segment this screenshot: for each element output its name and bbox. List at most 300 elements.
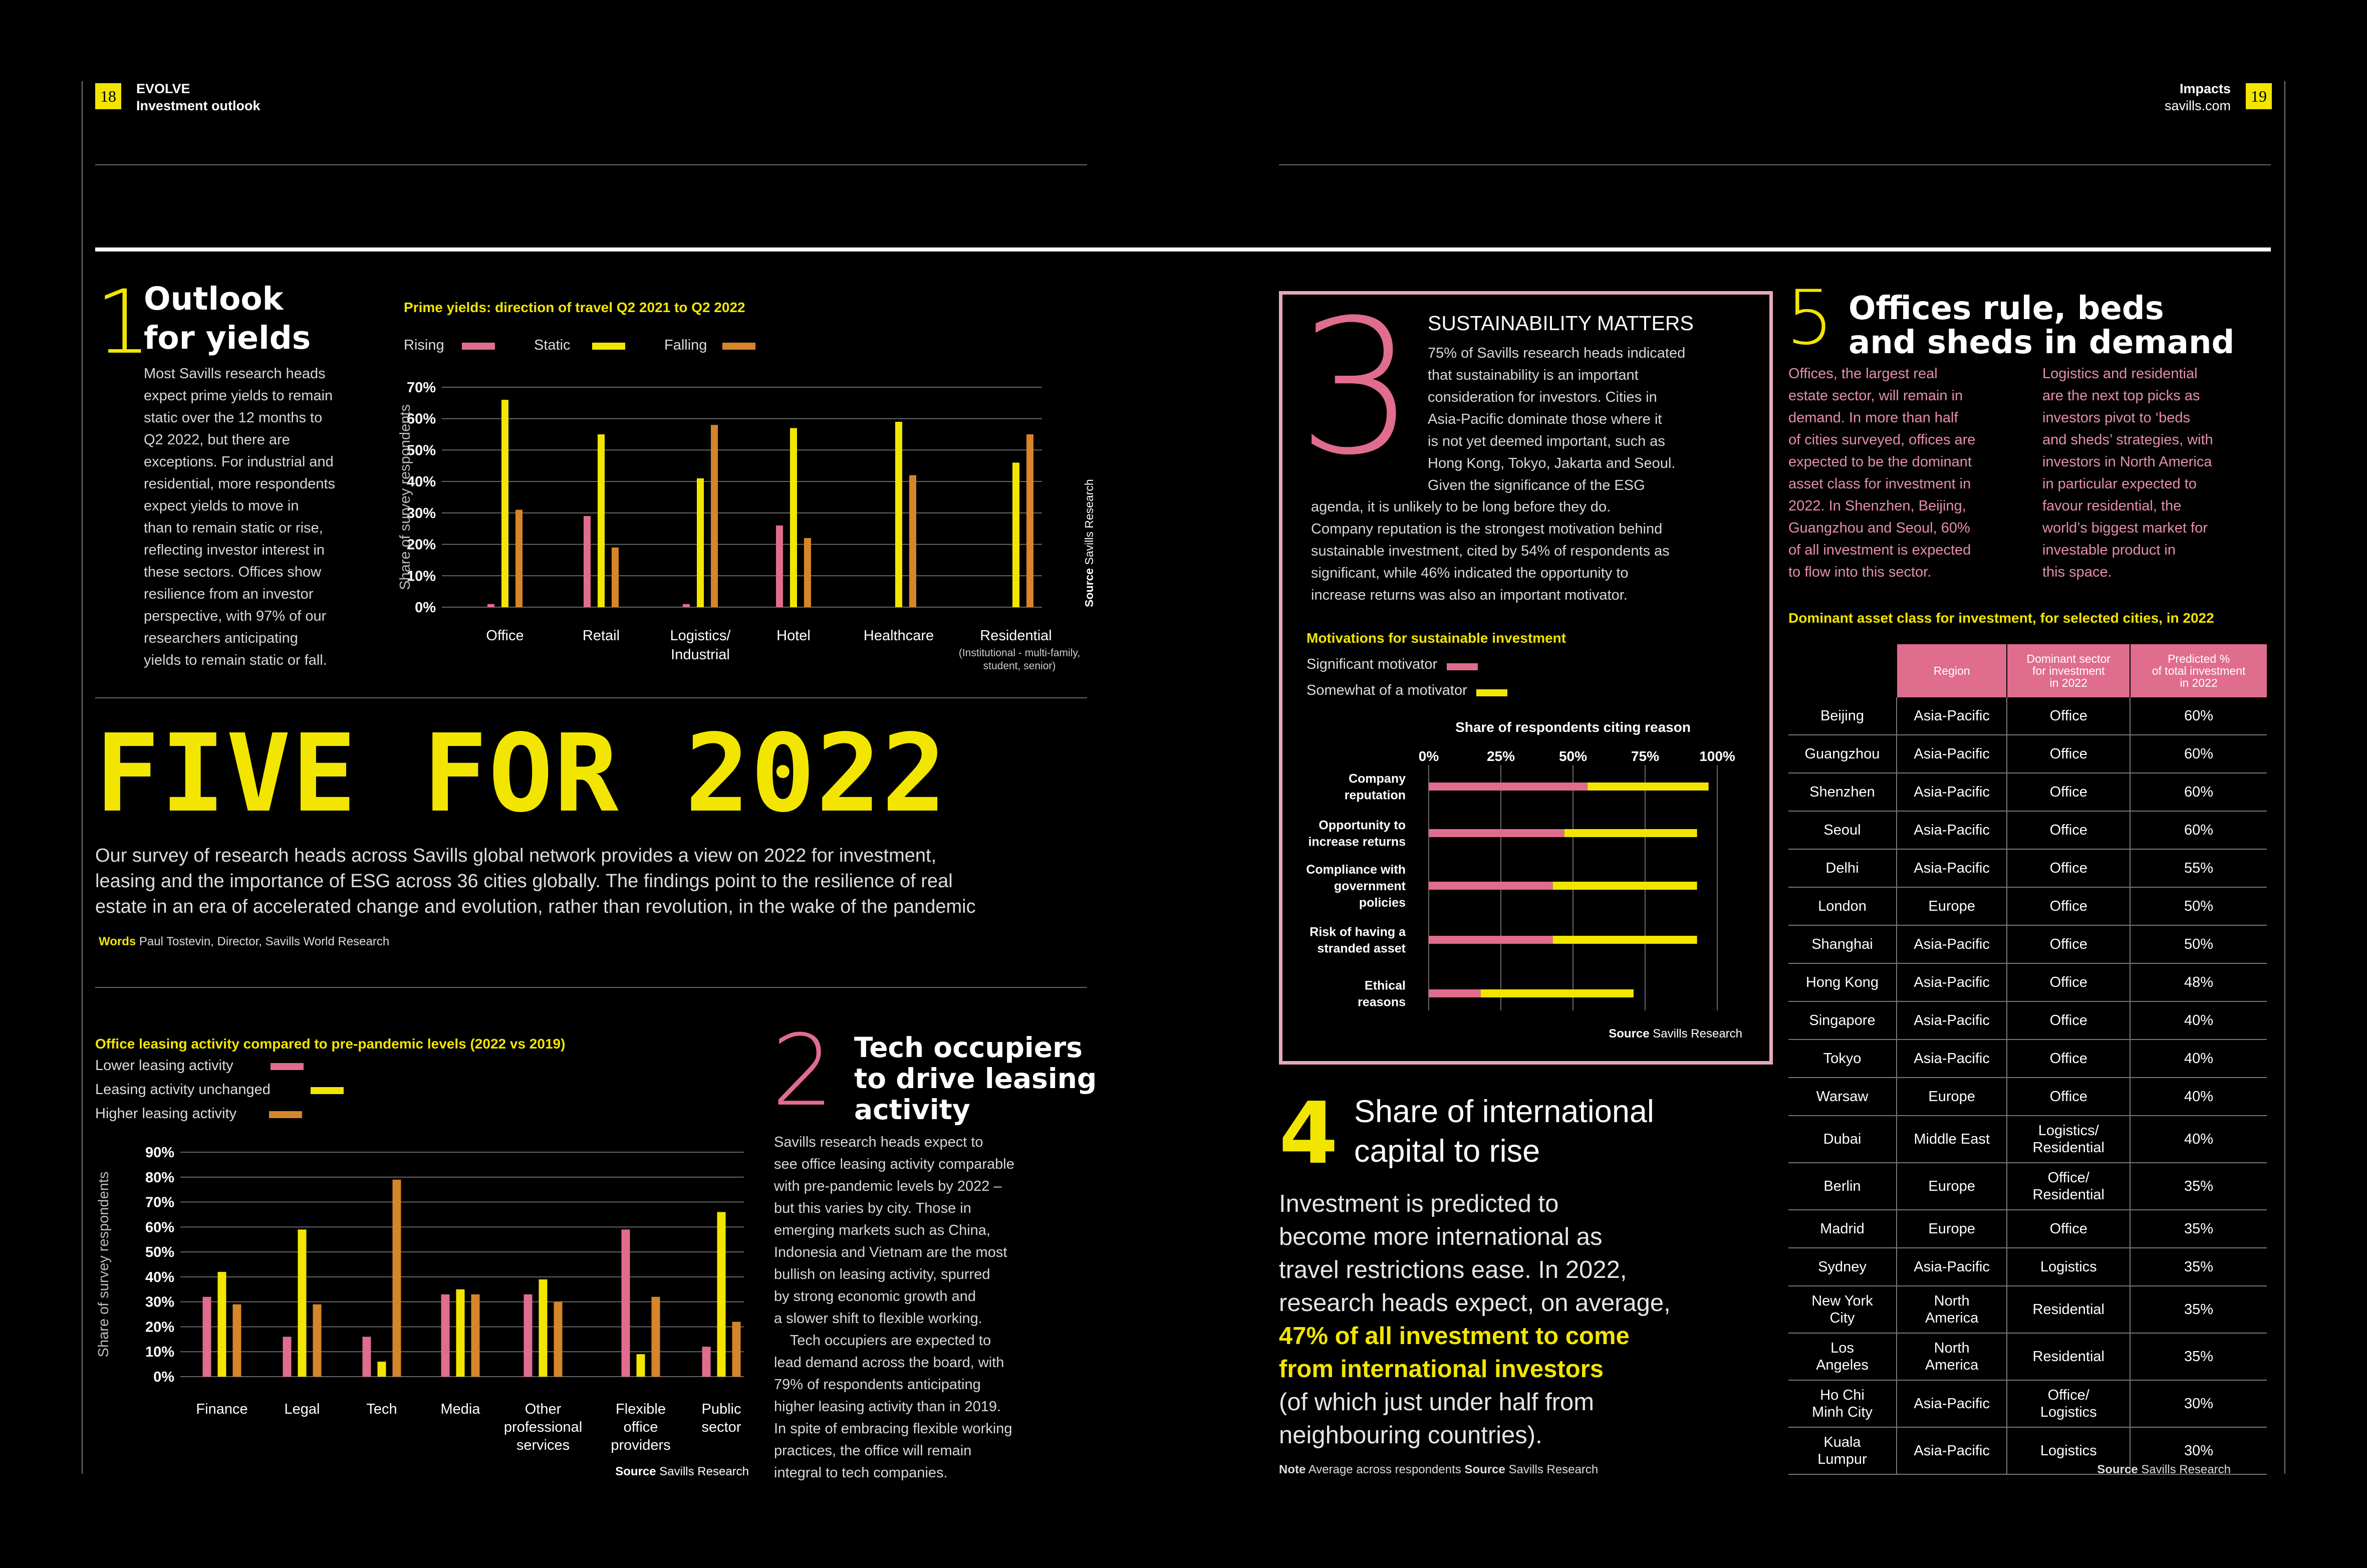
y-tick-label: Opportunity to [1319, 818, 1406, 833]
text-line: neighbouring countries). [1279, 1422, 1542, 1449]
text-line: significant, while 46% indicated the opportunity to [1311, 565, 1629, 581]
y-axis-label: Share of survey respondents [397, 404, 413, 590]
y-tick-label: 30% [145, 1294, 174, 1311]
legend-swatch [592, 343, 625, 350]
header-line: Dominant sector [2026, 652, 2111, 665]
byline [99, 935, 389, 949]
section-2-body [774, 1131, 1014, 1484]
rule-above-section-2 [95, 987, 1087, 988]
table-row [1788, 1333, 2267, 1380]
table-cell-region [1897, 735, 2007, 773]
y-tick-label: 60% [406, 411, 436, 427]
text-line: but this varies by city. Those in [774, 1200, 971, 1216]
cell-line: Singapore [1809, 1012, 1876, 1028]
table-cell-region [1897, 887, 2007, 925]
x-tick-label: Finance [196, 1401, 248, 1417]
table-cell-pct: 35% [2130, 1248, 2267, 1286]
text-line: Our survey of research heads across Savills global network provides a view on 2022 for investment, [95, 845, 937, 866]
table-header-cell [1897, 644, 2007, 697]
text-line: asset class for investment in [1788, 476, 1971, 492]
section-2-title-line: activity [854, 1094, 970, 1126]
section-2-title [854, 1032, 1097, 1125]
x-tick-label: Logistics/ [670, 628, 731, 644]
section-3-number: 3 [1297, 281, 1416, 496]
cell-line: Europe [1928, 1178, 1975, 1194]
text-line: resilience from an investor [144, 586, 314, 602]
table-cell-city [1788, 1380, 1897, 1427]
text-line: emerging markets such as China, [774, 1222, 990, 1238]
bar [652, 1297, 660, 1377]
text-line: this space. [2042, 564, 2112, 580]
table-cell-sector [2007, 697, 2130, 735]
cell-line: Asia-Pacific [1914, 708, 1990, 724]
legend-label: Falling [664, 337, 707, 353]
asset-class-table [1788, 644, 2267, 1475]
source-text: Savills Research [1653, 1027, 1742, 1040]
table-cell-pct: 35% [2130, 1210, 2267, 1248]
cell-line: Asia-Pacific [1914, 974, 1990, 990]
cell-line: Asia-Pacific [1914, 784, 1990, 800]
text-line: travel restrictions ease. In 2022, [1279, 1256, 1627, 1283]
cell-line: Lumpur [1817, 1451, 1867, 1467]
text-line: estate sector, will remain in [1788, 388, 1963, 404]
table-row [1788, 1116, 2267, 1163]
header-line: in 2022 [2180, 676, 2218, 689]
y-tick-label: Risk of having a [1309, 925, 1406, 939]
table-row [1788, 1380, 2267, 1427]
cell-line: Asia-Pacific [1914, 822, 1990, 838]
table-cell-pct: 40% [2130, 1078, 2267, 1116]
table-cell-sector [2007, 925, 2130, 963]
note-text: Average across respondents [1308, 1463, 1461, 1476]
text-line: expected to be the dominant [1788, 454, 1972, 470]
intro-paragraph [95, 843, 976, 920]
bar [622, 1229, 630, 1377]
table-cell-city [1788, 1286, 1897, 1333]
table-cell-city [1788, 773, 1897, 811]
y-tick-label: stranded asset [1317, 941, 1406, 956]
text-line: In spite of embracing flexible working [774, 1421, 1012, 1437]
table-row [1788, 1078, 2267, 1116]
text-line: Savills research heads expect to [774, 1134, 983, 1150]
cell-line: America [1925, 1310, 1979, 1326]
bar [584, 516, 591, 607]
bar [1026, 434, 1033, 607]
bar [471, 1294, 480, 1377]
text-line: that sustainability is an important [1428, 367, 1639, 383]
table-cell-pct: 35% [2130, 1163, 2267, 1210]
table-cell-region [1897, 849, 2007, 887]
y-tick-label: Compliance with [1306, 863, 1406, 877]
text-line: of all investment is expected [1788, 542, 1971, 558]
x-tick-label: 25% [1486, 748, 1515, 764]
section-3-body-top [1428, 342, 1685, 496]
table-cell-sector [2007, 773, 2130, 811]
legend-label: Lower leasing activity [95, 1058, 233, 1074]
text-line: exceptions. For industrial and [144, 454, 334, 470]
table-cell-city [1788, 849, 1897, 887]
header-rule-right [1279, 164, 2271, 165]
table-cell-city [1788, 1248, 1897, 1286]
table-cell-pct: 30% [2130, 1380, 2267, 1427]
source-note [1609, 1027, 1742, 1040]
text-line: perspective, with 97% of our [144, 608, 327, 624]
text-line: expect prime yields to remain [144, 388, 333, 404]
cell-line: Minh City [1812, 1404, 1873, 1420]
y-tick-label: 30% [406, 505, 436, 521]
y-tick-label: reputation [1344, 788, 1406, 803]
cell-line: Office [2049, 1012, 2087, 1028]
bar [790, 428, 797, 607]
cell-line: Beijing [1820, 708, 1864, 724]
table-title: Dominant asset class for investment, for selected cities, in 2022 [1788, 610, 2214, 626]
section-4-body [1279, 1187, 1671, 1452]
text-line: Logistics and residential [2042, 366, 2198, 382]
text-line: world’s biggest market for [2042, 520, 2208, 536]
x-tick-label: Industrial [671, 647, 730, 663]
text-line: consideration for investors. Cities in [1428, 389, 1657, 405]
bar [298, 1229, 307, 1377]
cell-line: Asia-Pacific [1914, 746, 1990, 762]
text-line: by strong economic growth and [774, 1288, 976, 1304]
table-cell-city [1788, 1427, 1897, 1474]
y-tick-label: 10% [145, 1344, 174, 1361]
x-tick-label: 0% [1418, 748, 1439, 764]
table-cell-pct: 60% [2130, 697, 2267, 735]
bar [487, 604, 494, 607]
source-text: Savills Research [1083, 479, 1096, 565]
table-cell-city [1788, 1333, 1897, 1380]
source-label: Source [1609, 1027, 1653, 1040]
bar [524, 1294, 533, 1377]
x-tick-label: Tech [366, 1401, 397, 1417]
cell-line: Los [1830, 1340, 1854, 1356]
cell-line: Logistics/ [2038, 1123, 2099, 1139]
text-line: Asia-Pacific dominate those where it [1428, 411, 1662, 427]
x-tick-label: 50% [1558, 748, 1588, 764]
bar [456, 1289, 465, 1377]
table-header-row [1788, 644, 2267, 697]
section-1-title-line: Outlook [144, 281, 284, 317]
cell-line: London [1818, 898, 1867, 914]
source-label: Source [615, 1465, 660, 1478]
top-divider [95, 247, 2271, 251]
cell-line: Office/ [2047, 1387, 2089, 1403]
text-line: investors in North America [2042, 454, 2212, 470]
table-cell-city [1788, 1163, 1897, 1210]
y-tick-label: 90% [145, 1145, 174, 1161]
x-tick-label: Residential [980, 628, 1052, 644]
table-cell-region [1897, 925, 2007, 963]
text-line: expect yields to move in [144, 498, 299, 514]
text-line: higher leasing activity than in 2019. [774, 1399, 1001, 1415]
y-tick-label: 0% [153, 1369, 174, 1385]
cell-line: Ho Chi [1820, 1387, 1865, 1403]
y-tick-label: Ethical [1365, 978, 1406, 993]
bar [1012, 463, 1019, 607]
table-cell-region [1897, 963, 2007, 1001]
table-cell-pct: 60% [2130, 811, 2267, 849]
bar [313, 1304, 322, 1377]
table-cell-city [1788, 1078, 1897, 1116]
cell-line: Residential [2032, 1349, 2105, 1365]
text-line: sustainable investment, cited by 54% of respondents as [1311, 543, 1670, 559]
text-line: Guangzhou and Seoul, 60% [1788, 520, 1970, 536]
text-line: become more international as [1279, 1223, 1603, 1250]
y-tick-label: Company [1349, 771, 1406, 786]
table-cell-sector [2007, 963, 2130, 1001]
text-line: agenda, it is unlikely to be long before they do. [1311, 499, 1611, 515]
x-tick-label: 75% [1631, 748, 1660, 764]
section-5-column-2 [2042, 363, 2213, 583]
section-5-number: 5 [1786, 275, 1834, 362]
x-tick-label: 100% [1699, 748, 1735, 764]
y-tick-label: 20% [406, 537, 436, 553]
cell-line: New York [1811, 1293, 1873, 1309]
left-margin-line [82, 81, 83, 1474]
text-line: residential, more respondents [144, 476, 336, 492]
text-line: bullish on leasing activity, spurred [774, 1266, 990, 1282]
text-line: practices, the office will remain [774, 1443, 972, 1459]
legend-label: Somewhat of a motivator [1306, 682, 1467, 698]
table-cell-pct: 60% [2130, 773, 2267, 811]
y-tick-label: 60% [145, 1219, 174, 1236]
y-tick-label: government [1334, 879, 1406, 893]
text-line: with pre-pandemic levels by 2022 – [774, 1178, 1002, 1194]
text-line: Offices, the largest real [1788, 366, 1938, 382]
table-cell-region [1897, 697, 2007, 735]
table-cell-city [1788, 925, 1897, 963]
section-4-title-line: capital to rise [1354, 1134, 1540, 1169]
bar [683, 604, 690, 607]
bar [732, 1322, 741, 1377]
table-cell-city [1788, 735, 1897, 773]
table-cell-pct: 60% [2130, 735, 2267, 773]
text-line: is not yet deemed important, such as [1428, 433, 1665, 449]
x-tick-label: providers [611, 1437, 671, 1453]
bar [1553, 882, 1697, 890]
bar [612, 548, 619, 607]
table-cell-sector [2007, 1039, 2130, 1078]
cell-line: Seoul [1823, 822, 1861, 838]
cell-line: Hong Kong [1805, 974, 1879, 990]
bar [717, 1212, 726, 1377]
y-tick-label: 80% [145, 1169, 174, 1186]
x-tick-label: office [623, 1419, 658, 1435]
section-1-number: 1 [95, 271, 151, 374]
table-row [1788, 1163, 2267, 1210]
section-1-body [144, 363, 335, 671]
table-row [1788, 697, 2267, 735]
table-cell-pct: 35% [2130, 1286, 2267, 1333]
table-cell-sector [2007, 735, 2130, 773]
leasing-chart [90, 1052, 761, 1483]
table-cell-city [1788, 887, 1897, 925]
table-cell-region [1897, 1248, 2007, 1286]
y-tick-label: increase returns [1308, 835, 1406, 849]
header-line: for investment [2032, 664, 2105, 677]
cell-line: Asia-Pacific [1914, 1396, 1990, 1412]
y-tick-label: 50% [406, 442, 436, 459]
bar [203, 1297, 211, 1377]
table-cell-city [1788, 1210, 1897, 1248]
x-tick-label: Public [701, 1401, 741, 1417]
text-line: investable product in [2042, 542, 2176, 558]
text-line: yields to remain static or fall. [144, 652, 327, 668]
legend-swatch [269, 1111, 302, 1118]
text-line: Tech occupiers are expected to [774, 1333, 991, 1349]
text-line: favour residential, the [2042, 498, 2182, 514]
table-row [1788, 887, 2267, 925]
text-line: and sheds’ strategies, with [2042, 432, 2213, 448]
table-cell-pct: 55% [2130, 849, 2267, 887]
table-row [1788, 1210, 2267, 1248]
text-line: to flow into this sector. [1788, 564, 1932, 580]
text-line: these sectors. Offices show [144, 564, 322, 580]
brand-label: EVOLVE [136, 81, 190, 96]
highlight-line: from international investors [1279, 1356, 1604, 1383]
cell-line: Shanghai [1811, 936, 1873, 952]
text-line: (of which just under half from [1279, 1389, 1595, 1416]
section-label-right: Impacts [2179, 81, 2231, 96]
cell-line: Delhi [1825, 860, 1859, 876]
motivations-legend-1 [1306, 656, 1478, 673]
text-line: Indonesia and Vietnam are the most [774, 1244, 1007, 1260]
legend-swatch [1476, 689, 1507, 696]
text-line: leasing and the importance of ESG across 36 cities globally. The findings point to the resilience of real [95, 871, 953, 892]
text-line: research heads expect, on average, [1279, 1289, 1671, 1317]
cell-line: North [1934, 1340, 1970, 1356]
bar [697, 478, 704, 607]
cell-line: Europe [1928, 1221, 1975, 1237]
table-header-blank [1788, 644, 1897, 697]
cell-line: Logistics [2040, 1259, 2097, 1275]
section-5-title [1849, 292, 2234, 360]
section-5-column-1 [1788, 363, 1975, 583]
y-tick-label: 40% [145, 1269, 174, 1285]
cell-line: Middle East [1914, 1131, 1990, 1147]
cell-line: Office [2049, 1089, 2087, 1105]
bar [393, 1180, 401, 1377]
table-cell-region [1897, 1380, 2007, 1427]
text-line: Company reputation is the strongest motivation behind [1311, 521, 1663, 537]
y-tick-label: 20% [145, 1319, 174, 1336]
bar [501, 400, 508, 607]
table-header-cell [2007, 644, 2130, 697]
legend-swatch [311, 1087, 344, 1094]
section-2-number: 2 [771, 1014, 834, 1128]
bar [218, 1272, 226, 1377]
table-cell-sector [2007, 887, 2130, 925]
cell-line: Europe [1928, 898, 1975, 914]
cell-line: Warsaw [1816, 1089, 1869, 1105]
category-note: student, senior) [983, 660, 1056, 672]
section-3-title: SUSTAINABILITY MATTERS [1428, 312, 1694, 335]
category-note: (Institutional - multi-family, [958, 647, 1081, 659]
bar [539, 1279, 548, 1377]
main-title: FIVE FOR 2022 [95, 711, 947, 836]
y-tick-label: 70% [145, 1194, 174, 1211]
legend-swatch [1447, 663, 1478, 670]
table-cell-pct: 48% [2130, 963, 2267, 1001]
cell-line: Asia-Pacific [1914, 936, 1990, 952]
source-text: Savills Research [659, 1465, 749, 1478]
table-cell-pct: 40% [2130, 1001, 2267, 1039]
motivations-legend-2 [1306, 682, 1507, 699]
x-tick-label: Flexible [616, 1401, 666, 1417]
bar [598, 434, 605, 607]
table-cell-region [1897, 1001, 2007, 1039]
byline-label: Words [99, 935, 136, 948]
table-cell-pct: 40% [2130, 1116, 2267, 1163]
table-cell-region [1897, 1333, 2007, 1380]
table-row [1788, 925, 2267, 963]
table-row [1788, 1001, 2267, 1039]
text-line: in particular expected to [2042, 476, 2197, 492]
cell-line: North [1934, 1293, 1970, 1309]
bar [363, 1337, 371, 1377]
text-line: Given the significance of the ESG [1428, 477, 1645, 493]
x-tick-label: Other [524, 1401, 562, 1417]
cell-line: Office [2049, 822, 2087, 838]
header-line: in 2022 [2049, 676, 2087, 689]
table-row [1788, 963, 2267, 1001]
text-line: Q2 2022, but there are [144, 432, 290, 448]
text-line: estate in an era of accelerated change and evolution, rather than revolution, in the wake of the pandemic [95, 896, 976, 917]
bar [554, 1302, 563, 1377]
cell-line: Office [2049, 974, 2087, 990]
table-cell-city [1788, 963, 1897, 1001]
text-line: investors pivot to ‘beds [2042, 410, 2190, 426]
table-cell-region [1897, 1210, 2007, 1248]
x-tick-label: Media [440, 1401, 480, 1417]
page-number-right: 19 [2246, 83, 2272, 109]
table-cell-pct: 40% [2130, 1039, 2267, 1078]
cell-line: Residential [2032, 1187, 2105, 1203]
bar [1429, 989, 1481, 997]
cell-line: Logistics [2040, 1404, 2097, 1420]
y-tick-label: reasons [1358, 995, 1406, 1009]
text-line: researchers anticipating [144, 630, 298, 646]
cell-line: Office [2049, 898, 2087, 914]
source-label: Source [1464, 1463, 1505, 1476]
table-header-cell [2130, 644, 2267, 697]
source-note [615, 1465, 749, 1478]
table-cell-region [1897, 1163, 2007, 1210]
legend-swatch [271, 1063, 304, 1070]
table-cell-city [1788, 811, 1897, 849]
y-tick-label: 0% [415, 600, 436, 616]
legend-swatch [722, 343, 755, 350]
table-cell-city [1788, 1001, 1897, 1039]
text-line: of cities surveyed, offices are [1788, 432, 1976, 448]
source-label: Source [2097, 1463, 2138, 1476]
header-line: Predicted % [2168, 652, 2230, 665]
table-cell-sector [2007, 1116, 2130, 1163]
header-rule-left [95, 164, 1087, 165]
table-cell-sector [2007, 849, 2130, 887]
bar [1429, 882, 1553, 890]
legend-label: Leasing activity unchanged [95, 1082, 271, 1098]
x-tick-label: Healthcare [863, 628, 934, 644]
text-line: lead demand across the board, with [774, 1355, 1004, 1371]
table-row [1788, 1039, 2267, 1078]
x-tick-label: sector [701, 1419, 741, 1435]
table-cell-pct: 50% [2130, 925, 2267, 963]
cell-line: Asia-Pacific [1914, 860, 1990, 876]
table-cell-pct: 50% [2130, 887, 2267, 925]
table-cell-region [1897, 1116, 2007, 1163]
